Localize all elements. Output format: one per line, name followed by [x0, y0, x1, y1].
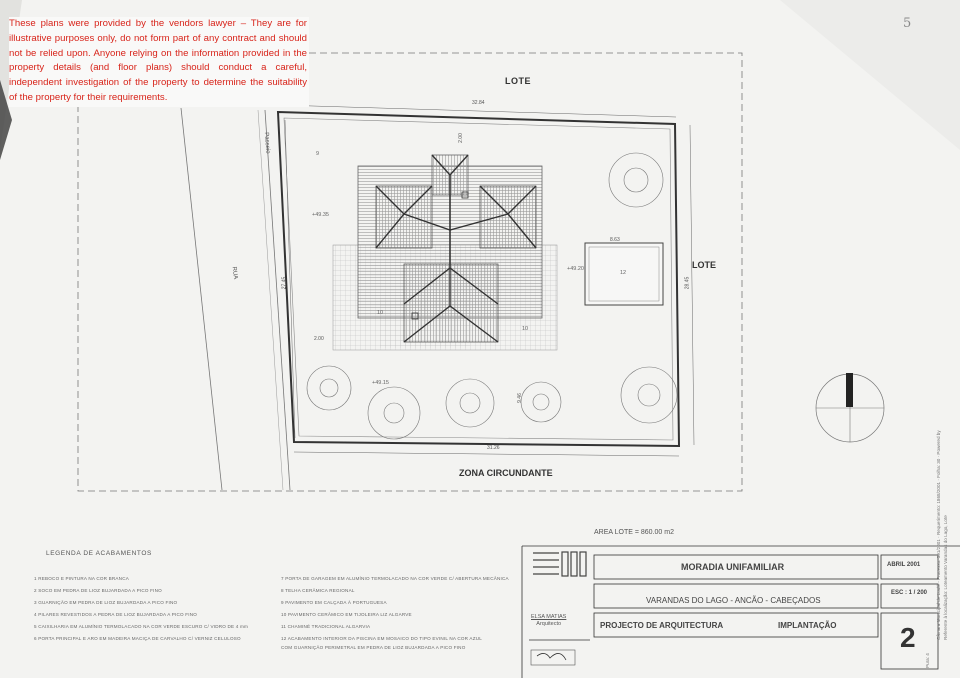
legend-item: 6 PORTA PRINCIPAL E ARO EM MADEIRA MACIÇA DE CARVALHO C/ VERNIZ CELULOSO	[34, 636, 241, 641]
legend-item: 4 PILARES REVESTIDOS A PEDRA DE LIOZ BUJARDADA A PICO FINO	[34, 612, 197, 617]
legend-item: COM GUARNIÇÃO PERIMETRAL EM PEDRA DE LIOZ BUJARDADA A PICO FINO	[281, 645, 466, 650]
drawing-scale: ESC : 1 / 200	[891, 590, 928, 596]
sheet-number: 2	[900, 622, 916, 653]
architect-role: Arquitecto	[536, 621, 562, 627]
legend-item: 3 GUARNIÇÃO EM PEDRA DE LIOZ BUJARDADA A PICO FINO	[34, 600, 178, 605]
sidewalk-label: Passeio	[262, 132, 271, 154]
dim-pool-width: 8.63	[610, 237, 620, 243]
lote-top-label: LOTE	[505, 76, 531, 86]
lote-right-label: LOTE	[692, 260, 716, 270]
legend-item: 7 PORTA DE GARAGEM EM ALUMÍNIO TERMOLACADO NA COR VERDE C/ ABERTURA MECÂNICA	[281, 576, 509, 581]
legend-item: 2 SOCO EM PEDRA DE LIOZ BUJARDADA A PICO FINO	[34, 588, 162, 593]
road-label: RUA	[230, 266, 239, 280]
marker-10a: 10	[377, 310, 384, 316]
level-1: +49.35	[312, 212, 329, 218]
corner-page-stamp: 5	[903, 16, 912, 31]
marker-9: 9	[316, 151, 320, 157]
level-2: +49.20	[567, 266, 584, 272]
sheet-type: IMPLANTAÇÃO	[778, 621, 837, 630]
lot-area: AREA LOTE = 860.00 m2	[594, 529, 674, 536]
marker-10b: 10	[522, 326, 529, 332]
dim-bottom: 31.26	[487, 445, 500, 451]
legend-item: 1 REBOCO E PINTURA NA COR BRANCA	[34, 576, 129, 581]
legend-item: 11 CHAMINÉ TRADICIONAL ALGARVIA	[281, 624, 371, 629]
municipal-stamp-line2: Referente à localização: Loteamento Varandas do Lago, Lote	[943, 515, 948, 640]
dim-right: 28.45	[684, 276, 691, 290]
location-title: VARANDAS DO LAGO - ANCÃO - CABEÇADOS	[646, 596, 821, 605]
surrounding-zone-label: ZONA CIRCUNDANTE	[459, 468, 553, 478]
project-type: PROJECTO DE ARQUITECTURA	[600, 621, 724, 630]
dim-left: 27.45	[281, 276, 288, 290]
legend-title: LEGENDA DE ACABAMENTOS	[46, 550, 152, 557]
dim-south-gap: 9.46	[516, 393, 523, 403]
drawing-date: ABRIL 2001	[887, 562, 921, 568]
house-type-title: MORADIA UNIFAMILIAR	[681, 562, 785, 572]
dim-north-gap: 2.00	[457, 133, 464, 143]
architect-block	[531, 614, 566, 628]
legend-item: 8 TELHA CERÂMICA REGIONAL	[281, 588, 355, 593]
legend-item: 9 PAVIMENTO EM CALÇADA À PORTUGUESA	[281, 600, 387, 605]
disclaimer-text: These plans were provided by the vendors lawyer – They are for illustrative purposes only, do not form part of any contract and should not be relied upon. Anyone relying on the information provided in the property details (and floor plans) should conduct a careful, independent investigation of the property to determine the suitability of the property for their requirements.	[9, 17, 309, 107]
architect-name: ELSA MATIAS	[531, 614, 567, 620]
dim-top: 32.84	[472, 100, 485, 106]
marker-12: 12	[620, 270, 627, 276]
level-3: +49.15	[372, 380, 389, 386]
house-roof	[358, 155, 542, 342]
dim-left-gap: 2.00	[314, 336, 324, 342]
legend-item: 12 ACABAMENTO INTERIOR DA PISCINA EM MOSAICO DO TIPO EVINIL NA COR AZUL	[281, 636, 482, 641]
municipal-stamp-line3: Pura: 4	[925, 653, 930, 668]
municipal-stamp-line1: Câmara Municipal de Loulé - Processo: 391/2001 · Requerimento: 1868/2001 · Folha: 30 · Powered by	[936, 430, 941, 640]
legend-item: 5 CAIXILHARIA EM ALUMÍNIO TERMOLACADO NA COR VERDE ESCURO C/ VIDRO DE 4 mm	[34, 624, 249, 629]
legend-item: 10 PAVIMENTO CERÂMICO EM TIJOLEIRA LIZ ALGARVE	[281, 612, 412, 617]
